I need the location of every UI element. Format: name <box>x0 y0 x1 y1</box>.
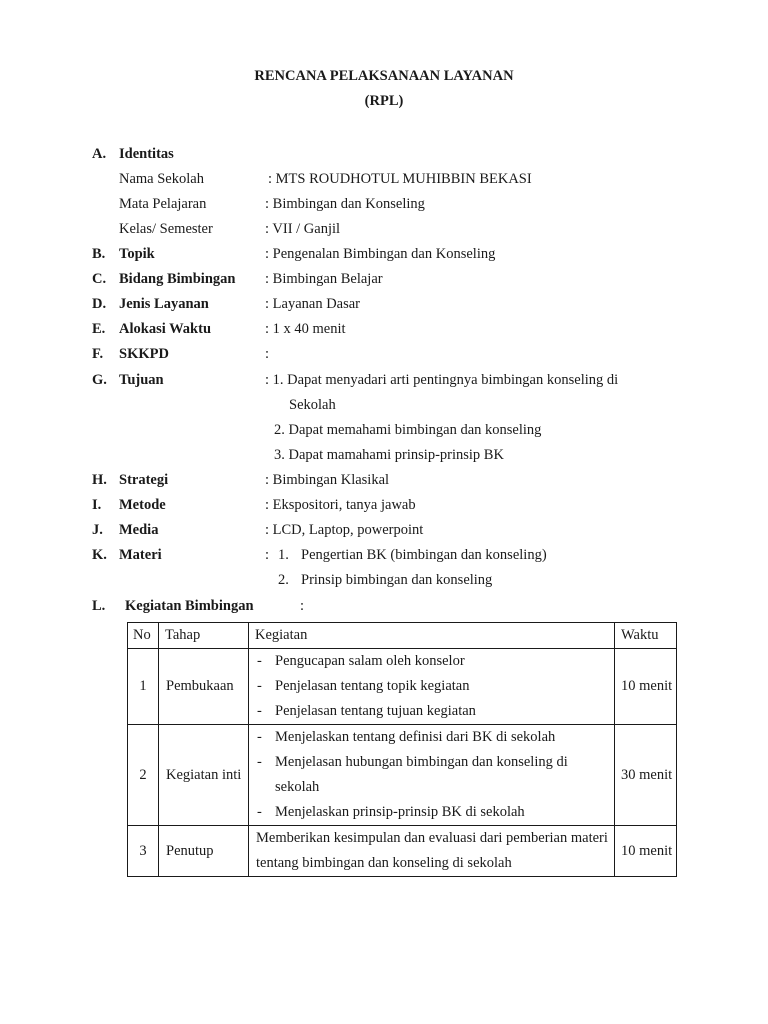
row-number: 3 <box>128 826 159 877</box>
row-number: 1 <box>128 649 159 725</box>
section-letter-c: C. <box>92 271 107 287</box>
value-media: : LCD, Laptop, powerpoint <box>265 522 424 538</box>
tujuan-item-1-continuation: Sekolah <box>289 397 336 413</box>
label-kelas-semester: Kelas/ Semester <box>119 221 213 237</box>
value-jenis-layanan: : Layanan Dasar <box>265 296 361 312</box>
value-nama-sekolah: : MTS ROUDHOTUL MUHIBBIN BEKASI <box>268 171 532 187</box>
table-row <box>128 826 677 877</box>
label-kegiatan-bimbingan: Kegiatan Bimbingan <box>125 598 254 614</box>
kegiatan-list-item: - Menjelaskan prinsip-prinsip BK di sekolah <box>257 804 525 820</box>
value-skkpd: : <box>265 346 270 362</box>
row-tahap: Kegiatan inti <box>159 725 249 826</box>
materi-item-2-number: 2. <box>278 572 289 588</box>
kegiatan-list-item: - Menjelaskan tentang definisi dari BK di sekolah <box>257 729 556 745</box>
label-topik: Topik <box>119 246 155 262</box>
header-kegiatan: Kegiatan <box>249 623 615 649</box>
section-letter-g: G. <box>92 372 107 388</box>
section-letter-b: B. <box>92 246 106 262</box>
header-no: No <box>128 623 159 649</box>
section-letter-a: A. <box>92 146 107 162</box>
tujuan-item-2: 2. Dapat memahami bimbingan dan konseling <box>274 422 542 438</box>
value-mata-pelajaran: : Bimbingan dan Konseling <box>265 196 425 212</box>
row-kegiatan <box>249 649 615 725</box>
materi-colon: : <box>265 547 270 563</box>
value-kelas-semester: : VII / Ganjil <box>265 221 341 237</box>
label-alokasi-waktu: Alokasi Waktu <box>119 321 212 337</box>
document-subtitle: (RPL) <box>364 93 404 109</box>
label-media: Media <box>119 522 159 538</box>
kegiatan-list-item: - Penjelasan tentang topik kegiatan <box>257 678 470 694</box>
row-kegiatan <box>249 725 615 826</box>
kegiatan-list-item: - Penjelasan tentang tujuan kegiatan <box>257 703 476 719</box>
value-bidang-bimbingan: : Bimbingan Belajar <box>265 271 383 287</box>
row-kegiatan: Memberikan kesimpulan dan evaluasi dari pemberian materi tentang bimbingan dan konseling di sekolah <box>249 826 615 877</box>
tujuan-item-1: : 1. Dapat menyadari arti pentingnya bimbingan konseling di <box>265 372 619 388</box>
section-letter-h: H. <box>92 472 107 488</box>
section-letter-l: L. <box>92 598 106 614</box>
label-metode: Metode <box>119 497 166 513</box>
row-waktu: 10 menit <box>615 826 677 877</box>
materi-item-1-number: 1. <box>278 547 289 563</box>
row-waktu: 10 menit <box>615 649 677 725</box>
value-metode: : Ekspositori, tanya jawab <box>265 497 416 513</box>
value-strategi: : Bimbingan Klasikal <box>265 472 390 488</box>
value-topik: : Pengenalan Bimbingan dan Konseling <box>265 246 496 262</box>
section-letter-k: K. <box>92 547 107 563</box>
row-tahap: Pembukaan <box>159 649 249 725</box>
label-bidang-bimbingan: Bidang Bimbingan <box>119 271 236 287</box>
header-waktu: Waktu <box>615 623 677 649</box>
section-letter-j: J. <box>92 522 103 538</box>
value-alokasi-waktu: : 1 x 40 menit <box>265 321 346 337</box>
label-strategi: Strategi <box>119 472 169 488</box>
table-row <box>128 725 677 826</box>
label-materi: Materi <box>119 547 162 563</box>
row-number: 2 <box>128 725 159 826</box>
row-tahap: Penutup <box>159 826 249 877</box>
label-skkpd: SKKPD <box>119 346 169 362</box>
table-row <box>128 649 677 725</box>
tujuan-item-3: 3. Dapat mamahami prinsip-prinsip BK <box>274 447 504 463</box>
label-nama-sekolah: Nama Sekolah <box>119 171 204 187</box>
section-heading-identitas: Identitas <box>119 146 174 162</box>
label-tujuan: Tujuan <box>119 372 164 388</box>
document-title: RENCANA PELAKSANAAN LAYANAN <box>254 68 514 84</box>
header-tahap: Tahap <box>159 623 249 649</box>
materi-item-1: Pengertian BK (bimbingan dan konseling) <box>301 547 547 563</box>
kegiatan-table <box>127 622 677 877</box>
materi-item-2: Prinsip bimbingan dan konseling <box>301 572 493 588</box>
kegiatan-list-item: - Pengucapan salam oleh konselor <box>257 653 465 669</box>
section-letter-i: I. <box>92 497 102 513</box>
section-letter-e: E. <box>92 321 106 337</box>
kegiatan-list-item: - Menjelasan hubungan bimbingan dan konseling di sekolah <box>257 754 568 795</box>
section-letter-f: F. <box>92 346 104 362</box>
row-waktu: 30 menit <box>615 725 677 826</box>
kegiatan-colon: : <box>300 598 305 614</box>
section-letter-d: D. <box>92 296 107 312</box>
table-header-row <box>128 623 677 649</box>
label-jenis-layanan: Jenis Layanan <box>119 296 209 312</box>
label-mata-pelajaran: Mata Pelajaran <box>119 196 207 212</box>
